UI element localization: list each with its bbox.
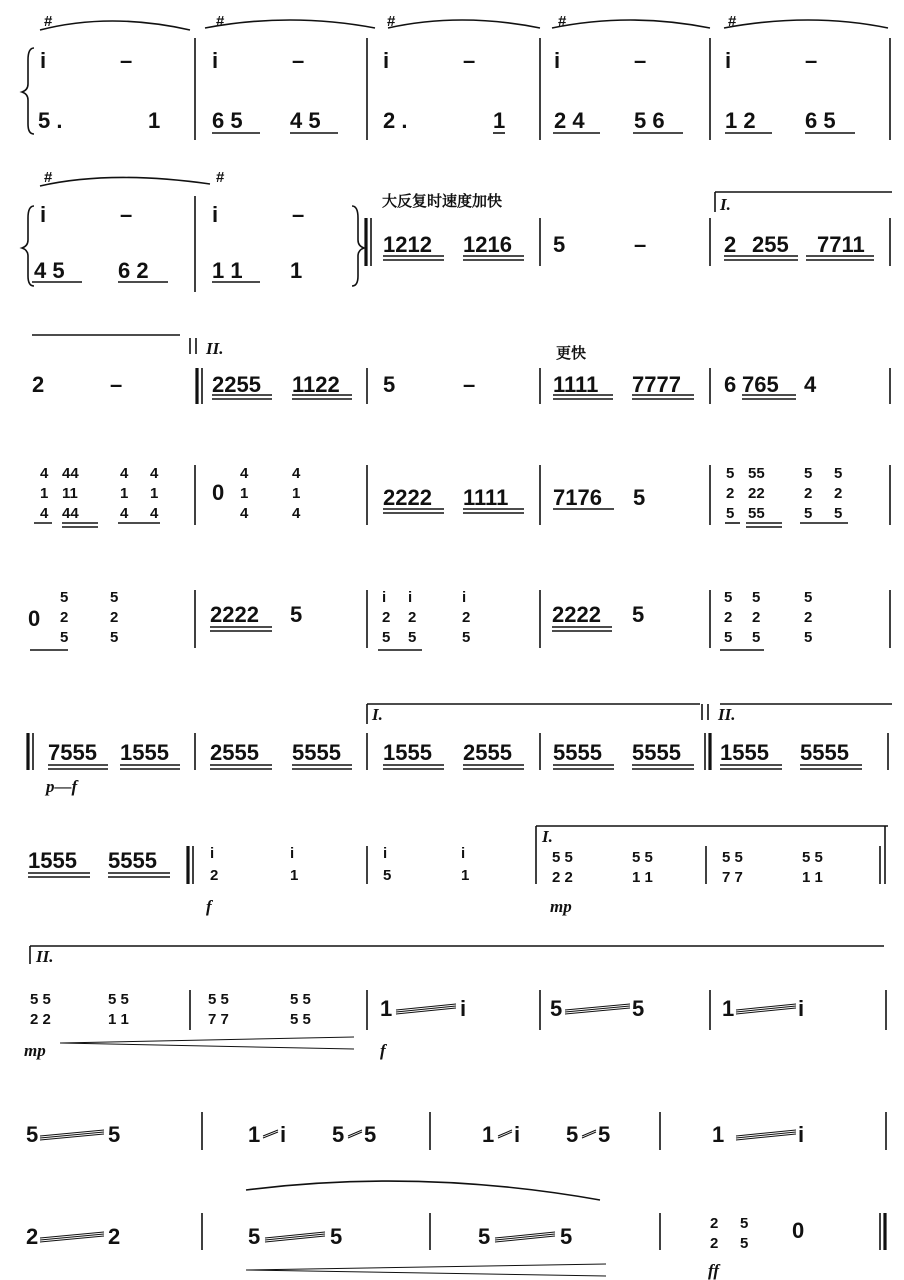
note: 5 <box>752 629 761 646</box>
note: 5 <box>632 996 645 1021</box>
rest-dash: – <box>120 48 133 73</box>
note: 4 <box>292 505 301 522</box>
rest-dash: – <box>120 202 133 227</box>
note: 1 <box>380 996 393 1021</box>
note-group: 5555 <box>108 848 157 873</box>
note: i <box>290 845 295 862</box>
note-pair: 7 7 <box>208 1011 229 1028</box>
note: 1 <box>240 485 249 502</box>
note: 5 <box>804 589 813 606</box>
note: 2 <box>724 232 737 257</box>
note: 5 . <box>38 108 63 133</box>
note-group: 1111 <box>553 372 599 397</box>
row-8 <box>30 946 886 1049</box>
note: 5 <box>462 629 471 646</box>
note: 2 <box>210 867 219 884</box>
note: 5 <box>550 996 563 1021</box>
note: 5 <box>553 232 566 257</box>
note: 11 <box>62 485 78 502</box>
row-10 <box>40 1181 885 1276</box>
note: 2 <box>724 609 733 626</box>
note: 2 <box>804 485 813 502</box>
note: 5 <box>804 465 813 482</box>
note: 1 <box>712 1122 725 1147</box>
note-pair: 5 5 <box>552 849 573 866</box>
note-pair: 5 5 <box>290 1011 311 1028</box>
sharp-mark: # <box>387 13 396 30</box>
note: i <box>382 589 387 606</box>
note-group: 1111 <box>463 485 509 510</box>
note: 4 <box>40 505 49 522</box>
note: 2 <box>26 1224 39 1249</box>
note: 2 <box>60 609 69 626</box>
note: i <box>408 589 413 606</box>
note-group: 2222 <box>383 485 432 510</box>
note-group: 2222 <box>210 602 259 627</box>
rest-dash: – <box>463 372 476 397</box>
note: 5 <box>804 505 813 522</box>
note: 5 <box>726 505 735 522</box>
note-group: 1216 <box>463 232 512 257</box>
faster-marking: 更快 <box>556 344 587 362</box>
note: 1 <box>148 108 161 133</box>
rest-dash: – <box>110 372 123 397</box>
note: 1 <box>493 108 506 133</box>
note: 1 1 <box>212 258 243 283</box>
note: 5 <box>383 372 396 397</box>
note: 1 <box>40 485 49 502</box>
note: 55 <box>748 505 765 522</box>
note-pair: 5 5 <box>290 991 311 1008</box>
note: 5 <box>478 1224 491 1249</box>
note-pair: 5 5 <box>208 991 229 1008</box>
note: 2 <box>110 609 119 626</box>
note: 5 <box>108 1122 121 1147</box>
note-group: 2555 <box>210 740 259 765</box>
note-group: 5555 <box>800 740 849 765</box>
note: 44 <box>62 505 79 522</box>
note: 5 <box>110 629 119 646</box>
note: 4 <box>120 465 129 482</box>
volta-2: II. <box>206 339 224 358</box>
note: 4 5 <box>290 108 321 133</box>
rest-dash: – <box>634 232 647 257</box>
note-pair: 5 5 <box>632 849 653 866</box>
row-9 <box>40 1112 886 1150</box>
note: 5 <box>834 465 843 482</box>
note-pair: 2 2 <box>30 1011 51 1028</box>
note: 2 <box>726 485 735 502</box>
note-group: 765 <box>742 372 779 397</box>
note: 5 <box>330 1224 343 1249</box>
note: 5 <box>383 867 392 884</box>
note: 1 <box>290 867 299 884</box>
note: 2 <box>108 1224 121 1249</box>
note-pair: 5 5 <box>30 991 51 1008</box>
note: i <box>514 1122 521 1147</box>
note: 1 <box>120 485 129 502</box>
sharp-mark: # <box>728 13 737 30</box>
note: i <box>383 845 388 862</box>
note: 5 <box>724 589 733 606</box>
note: i <box>460 996 467 1021</box>
note: i <box>212 202 219 227</box>
note: 5 <box>408 629 417 646</box>
note-group: 1555 <box>383 740 432 765</box>
note: 5 <box>834 505 843 522</box>
rest-zero: 0 <box>792 1218 805 1243</box>
note: i <box>383 48 390 73</box>
note: i <box>212 48 219 73</box>
note: 5 <box>804 629 813 646</box>
note: 1 <box>290 258 303 283</box>
note: 5 6 <box>634 108 665 133</box>
note-pair: 1 1 <box>802 869 823 886</box>
note-group: 1555 <box>120 740 169 765</box>
note-group: 2555 <box>463 740 512 765</box>
note: 5 <box>60 589 69 606</box>
note: 6 5 <box>212 108 243 133</box>
note: 4 <box>292 465 301 482</box>
note-group: 1122 <box>292 372 340 397</box>
note-group: 7555 <box>48 740 97 765</box>
sharp-mark: # <box>44 169 53 186</box>
volta-1: I. <box>720 195 731 214</box>
note-group: 5555 <box>632 740 681 765</box>
rest-dash: – <box>463 48 476 73</box>
dynamic-marking: ff <box>708 1261 720 1280</box>
note: i <box>40 202 47 227</box>
note: 5 <box>598 1122 611 1147</box>
note: i <box>798 996 805 1021</box>
dynamic-marking: mp <box>24 1041 46 1060</box>
note: 5 <box>566 1122 579 1147</box>
dynamic-marking: f <box>206 897 212 916</box>
note: 5 <box>248 1224 261 1249</box>
note: 5 <box>60 629 69 646</box>
note: i <box>461 845 466 862</box>
note: 2 <box>382 609 391 626</box>
note: 2 <box>804 609 813 626</box>
note: 5 <box>332 1122 345 1147</box>
volta-1: I. <box>372 705 383 724</box>
note: 2 <box>710 1215 719 1232</box>
note: i <box>554 48 561 73</box>
note: i <box>798 1122 805 1147</box>
note-group: 5555 <box>292 740 341 765</box>
note: 5 <box>724 629 733 646</box>
note: 5 <box>632 602 645 627</box>
note: 5 <box>752 589 761 606</box>
note: 2 <box>834 485 843 502</box>
note: 44 <box>62 465 79 482</box>
note: 22 <box>748 485 765 502</box>
note: 4 5 <box>34 258 65 283</box>
note: 4 <box>240 465 249 482</box>
note: 5 <box>26 1122 39 1147</box>
note: 5 <box>364 1122 377 1147</box>
sharp-mark: # <box>44 13 53 30</box>
dynamic-marking: mp <box>550 897 572 916</box>
note: 4 <box>150 505 159 522</box>
note-group: 7777 <box>632 372 681 397</box>
note: 2 <box>462 609 471 626</box>
rest-dash: – <box>292 48 305 73</box>
volta-2: II. <box>718 705 736 724</box>
rest-zero: 0 <box>28 606 41 631</box>
note-group: 2222 <box>552 602 601 627</box>
note-pair: 5 5 <box>722 849 743 866</box>
rest-dash: – <box>805 48 818 73</box>
note-pair: 2 2 <box>552 869 573 886</box>
sharp-mark: # <box>558 13 567 30</box>
rest-dash: – <box>292 202 305 227</box>
note: i <box>210 845 215 862</box>
note: 4 <box>240 505 249 522</box>
note-pair: 5 5 <box>802 849 823 866</box>
note: 5 <box>633 485 646 510</box>
note-group: 7176 <box>553 485 602 510</box>
note: 5 <box>382 629 391 646</box>
note-pair: 7 7 <box>722 869 743 886</box>
volta-1: I. <box>542 827 553 846</box>
tempo-marking: 大反复时速度加快 <box>382 192 503 210</box>
note: 2 . <box>383 108 408 133</box>
note-group: 7711 <box>817 232 865 257</box>
note: 5 <box>110 589 119 606</box>
note: 1 <box>461 867 470 884</box>
dynamic-marking: f <box>380 1041 386 1060</box>
note: i <box>725 48 732 73</box>
rest-dash: – <box>634 48 647 73</box>
note: 2 <box>710 1235 719 1252</box>
note-pair: 1 1 <box>108 1011 129 1028</box>
note: 6 2 <box>118 258 149 283</box>
note: 2 <box>32 372 45 397</box>
dynamic-marking: p—f <box>46 777 78 796</box>
note-pair: 1 1 <box>632 869 653 886</box>
note: 2 4 <box>554 108 585 133</box>
note: 6 5 <box>805 108 836 133</box>
note: 5 <box>290 602 303 627</box>
note: 5 <box>560 1224 573 1249</box>
note-pair: 5 5 <box>108 991 129 1008</box>
rest-zero: 0 <box>212 480 225 505</box>
note: 5 <box>740 1235 749 1252</box>
note-group: 2255 <box>212 372 261 397</box>
row-5 <box>30 590 890 650</box>
volta-2: II. <box>36 947 54 966</box>
note-group: 1555 <box>28 848 77 873</box>
note: 1 <box>292 485 301 502</box>
note: 2 <box>408 609 417 626</box>
note: 1 2 <box>725 108 756 133</box>
note: 55 <box>748 465 765 482</box>
note: 5 <box>740 1215 749 1232</box>
note-group: 1555 <box>720 740 769 765</box>
note-group: 1212 <box>383 232 432 257</box>
note: 1 <box>482 1122 495 1147</box>
note: i <box>462 589 467 606</box>
note-group: 255 <box>752 232 789 257</box>
note: 2 <box>752 609 761 626</box>
row-7 <box>28 826 888 884</box>
note: 1 <box>150 485 159 502</box>
note: i <box>280 1122 287 1147</box>
note: 4 <box>150 465 159 482</box>
note: 5 <box>726 465 735 482</box>
note: 1 <box>722 996 735 1021</box>
note: i <box>40 48 47 73</box>
sharp-mark: # <box>216 169 225 186</box>
note: 6 <box>724 372 737 397</box>
note: 4 <box>804 372 817 397</box>
note-group: 5555 <box>553 740 602 765</box>
note: 4 <box>40 465 49 482</box>
note: 1 <box>248 1122 261 1147</box>
sharp-mark: # <box>216 13 225 30</box>
note: 4 <box>120 505 129 522</box>
